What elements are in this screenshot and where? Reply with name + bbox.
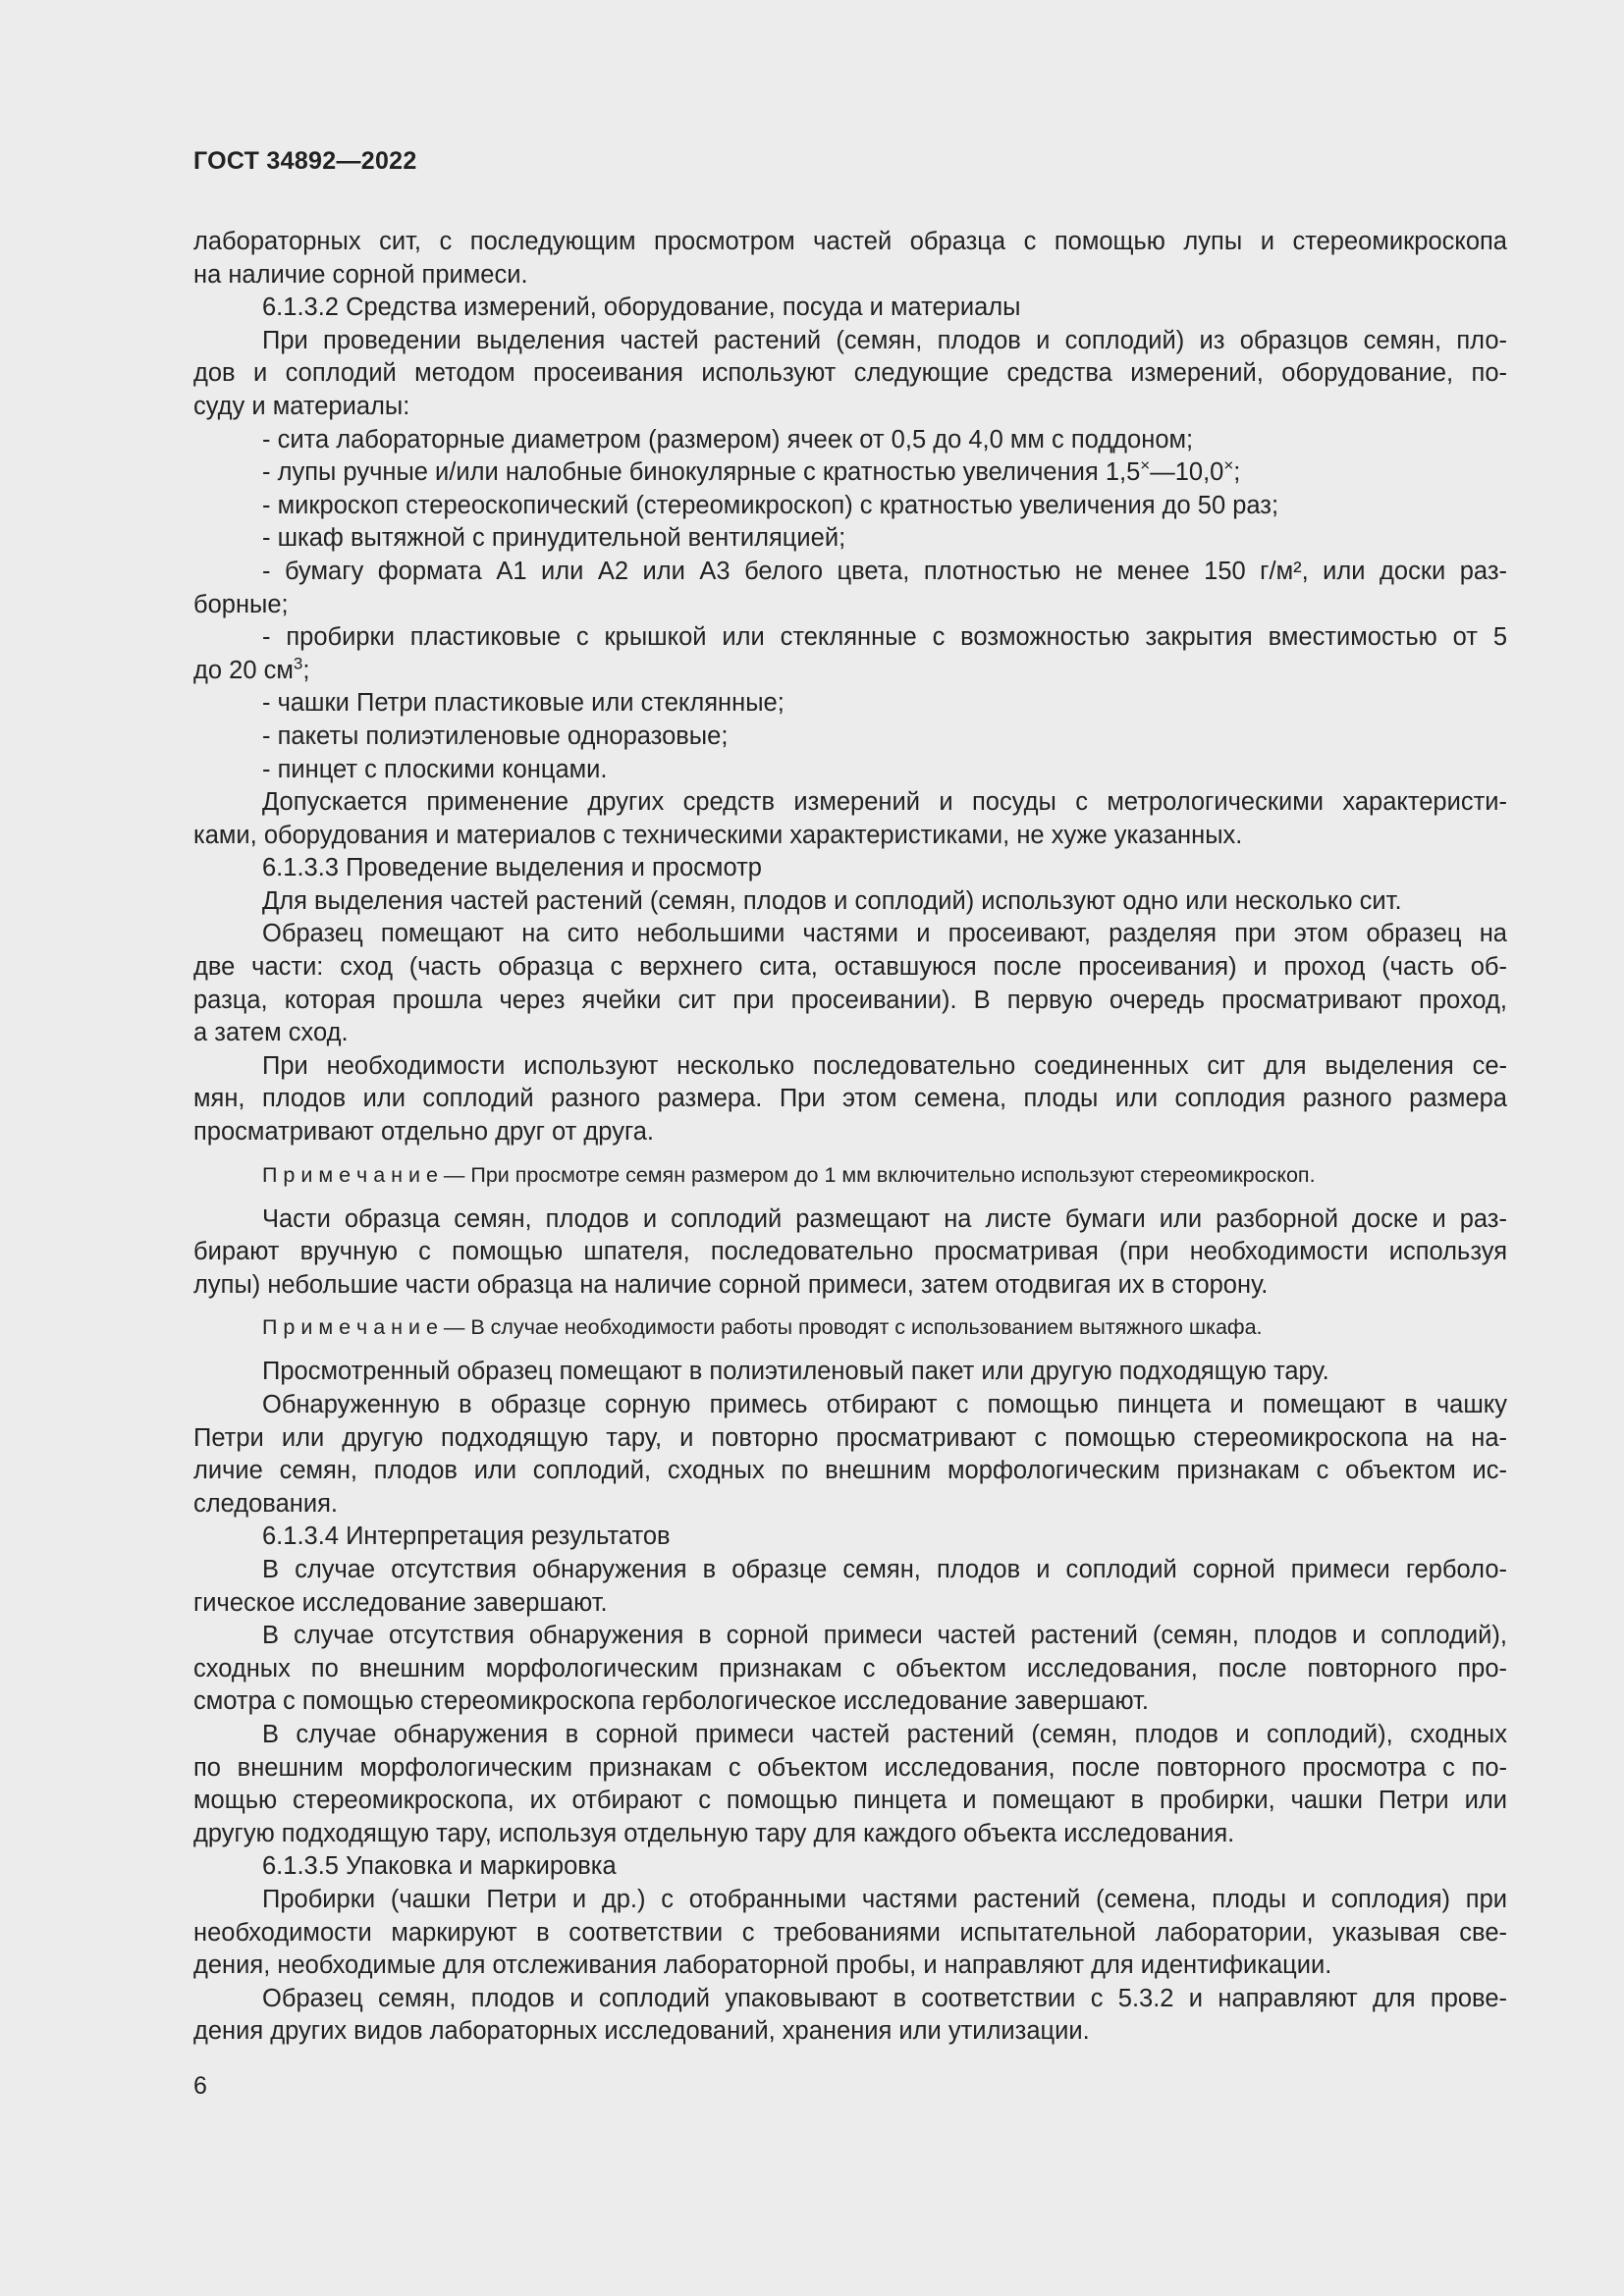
note: П р и м е ч а н и е — В случае необходимости работы проводят с использованием вытяжного шкафа. <box>262 1315 1263 1340</box>
list-item: - микроскоп стереоскопический (стереомикроскоп) с кратностью увеличения до 50 раз; <box>262 491 1279 519</box>
list-item: - бумагу формата А1 или А2 или А3 белого цвета, плотностью не менее 150 г/м², или доски раз- <box>262 557 1507 585</box>
section-heading-6-1-3-3: 6.1.3.3 Проведение выделения и просмотр <box>262 854 762 882</box>
text-line: В случае отсутствия обнаружения в сорной примеси частей растений (семян, плодов и соплодий), <box>262 1622 1507 1650</box>
text-line: мощью стереомикроскопа, их отбирают с помощью пинцета и помещают в пробирки, чашки Петри или <box>193 1787 1507 1815</box>
section-heading-6-1-3-4: 6.1.3.4 Интерпретация результатов <box>262 1522 671 1551</box>
document-header: ГОСТ 34892—2022 <box>193 147 417 175</box>
text-line: дов и соплодий методом просеивания используют следующие средства измерений, оборудование, по- <box>193 359 1507 388</box>
text-line: Пробирки (чашки Петри и др.) с отобранными частями растений (семена, плоды и соплодия) при <box>262 1885 1507 1913</box>
text-line: Петри или другую подходящую тару, и повторно просматривают с помощью стереомикроскопа на на- <box>193 1423 1507 1452</box>
text-line: ками, оборудования и материалов с техническими характеристиками, не хуже указанных. <box>193 821 1243 849</box>
list-item: - чашки Петри пластиковые или стеклянные; <box>262 689 785 718</box>
text-line: Образец семян, плодов и соплодий упаковывают в соответствии с 5.3.2 и направляют для прове- <box>262 1984 1507 2012</box>
text-line: мян, плодов или соплодий разного размера. При этом семена, плоды или соплодия разного размера <box>193 1085 1507 1113</box>
text-line: В случае обнаружения в сорной примеси частей растений (семян, плодов и соплодий), сходных <box>262 1720 1507 1748</box>
page-number: 6 <box>193 2072 207 2100</box>
text-line: просматривают отдельно друг от друга. <box>193 1118 654 1147</box>
text-line: При необходимости используют несколько последовательно соединенных сит для выделения се- <box>262 1051 1507 1080</box>
text-line: Части образца семян, плодов и соплодий размещают на листе бумаги или разборной доске и раз- <box>262 1204 1507 1233</box>
text-line: до 20 $см^3$; <box>193 654 310 684</box>
text-line: другую подходящую тару, используя отдельную тару для каждого объекта исследования. <box>193 1819 1235 1847</box>
list-item: - шкаф вытяжной с принудительной вентиляцией; <box>262 524 846 553</box>
text-line: гическое исследование завершают. <box>193 1588 608 1617</box>
text-line: разца, которая прошла через ячейки сит при просеивании). В первую очередь просматривают проход, <box>193 986 1507 1014</box>
section-heading-6-1-3-5: 6.1.3.5 Упаковка и маркировка <box>262 1852 617 1881</box>
list-item: - лупы ручные и/или налобные бинокулярные с кратностью увеличения 1,5×—10,0×; <box>262 455 1241 487</box>
section-heading-6-1-3-2: 6.1.3.2 Средства измерений, оборудование, посуда и материалы <box>262 294 1021 322</box>
text-line: смотра с помощью стереомикроскопа гербологическое исследование завершают. <box>193 1687 1149 1716</box>
text-line: дения других видов лабораторных исследований, хранения или утилизации. <box>193 2017 1090 2046</box>
text-line: необходимости маркируют в соответствии с требованиями испытательной лаборатории, указывая све- <box>193 1918 1507 1947</box>
note: П р и м е ч а н и е — При просмотре семян размером до 1 мм включительно используют стереомикроскоп. <box>262 1162 1316 1187</box>
text-line: Для выделения частей растений (семян, плодов и соплодий) используют одно или несколько сит. <box>262 886 1402 915</box>
text-line: две части: сход (часть образца с верхнего сита, оставшуюся после просеивания) и проход (часть об- <box>193 953 1507 982</box>
text-line: дения, необходимые для отслеживания лабораторной пробы, и направляют для идентификации. <box>193 1951 1332 1980</box>
list-item: - сита лабораторные диаметром (размером) ячеек от 0,5 до 4,0 мм с поддоном; <box>262 425 1194 454</box>
list-item: - пакеты полиэтиленовые одноразовые; <box>262 721 729 750</box>
text-line: по внешним морфологическим признакам с объектом исследования, после повторного просмотра с по- <box>193 1753 1507 1782</box>
text-line: Допускается применение других средств измерений и посуды с метрологическими характеристи- <box>262 788 1507 817</box>
text-line: лабораторных сит, с последующим просмотром частей образца с помощью лупы и стереомикроскопа <box>193 228 1507 255</box>
list-item: - пробирки пластиковые с крышкой или стеклянные с возможностью закрытия вместимостью от 5 <box>262 623 1507 652</box>
text-line: следования. <box>193 1489 338 1518</box>
text-line: бирают вручную с помощью шпателя, последовательно просматривая (при необходимости используя <box>193 1238 1507 1266</box>
text-line: При проведении выделения частей растений (семян, плодов и соплодий) из образцов семян, пло- <box>262 326 1507 354</box>
text-line: борные; <box>193 590 289 618</box>
text-line: суду и материалы: <box>193 392 410 420</box>
text-line: а затем сход. <box>193 1019 349 1047</box>
text-line: лупы) небольшие части образца на наличие сорной примеси, затем отодвигая их в сторону. <box>193 1270 1269 1299</box>
text-line: личие семян, плодов или соплодий, сходных по внешним морфологическим признакам с объектом ис- <box>193 1457 1507 1485</box>
text-line: Образец помещают на сито небольшими частями и просеивают, разделяя при этом образец на <box>262 920 1507 948</box>
text-line: сходных по внешним морфологическим признакам с объектом исследования, после повторного про- <box>193 1654 1507 1682</box>
text-line: В случае отсутствия обнаружения в образце семян, плодов и соплодий сорной примеси герболо- <box>262 1555 1507 1583</box>
text-line: на наличие сорной примеси. <box>193 260 528 289</box>
text-line: Просмотренный образец помещают в полиэтиленовый пакет или другую подходящую тару. <box>262 1358 1329 1386</box>
text-line: Обнаруженную в образце сорную примесь отбирают с помощью пинцета и помещают в чашку <box>262 1391 1507 1418</box>
list-item: - пинцет с плоскими концами. <box>262 755 608 783</box>
document-body <box>193 226 1507 2049</box>
